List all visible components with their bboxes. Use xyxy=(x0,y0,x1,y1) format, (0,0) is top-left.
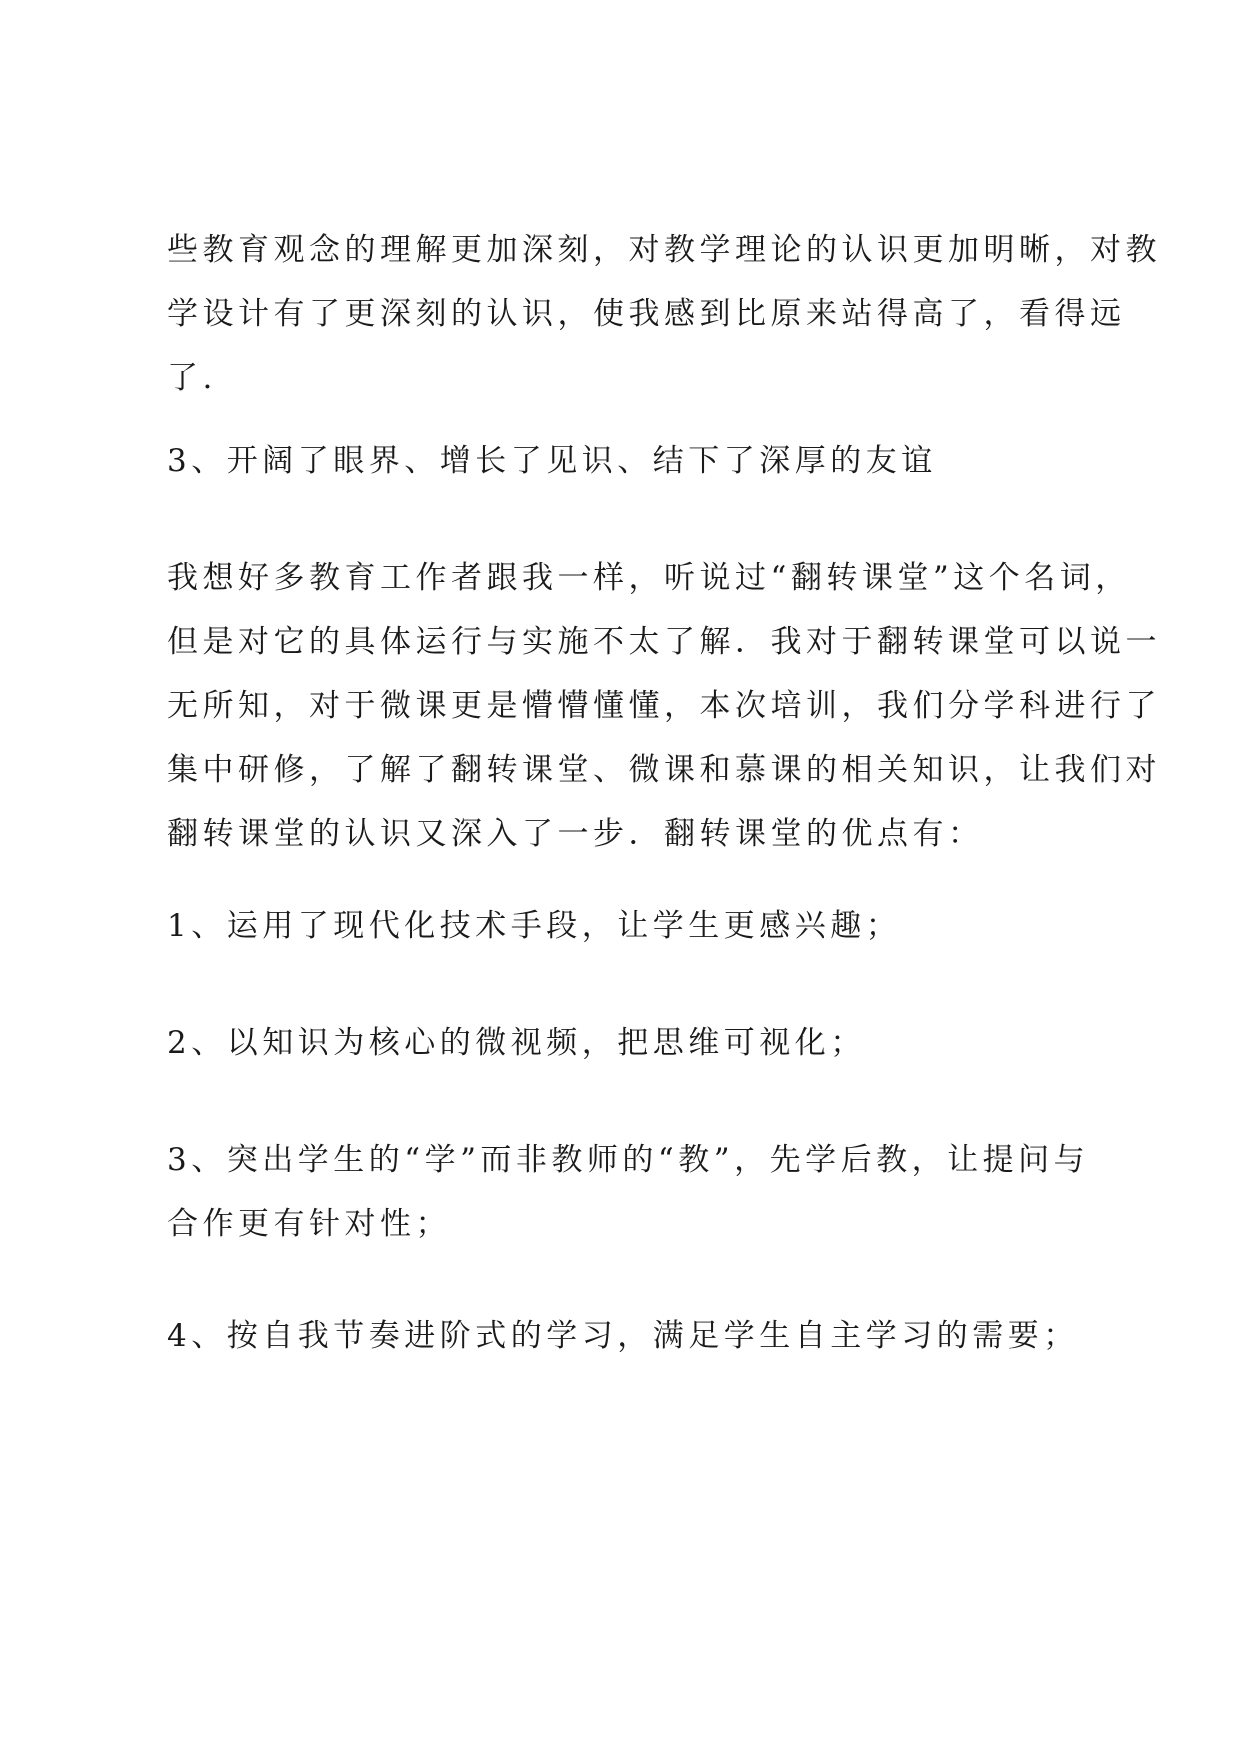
text-line: 翻转课堂的认识又深入了一步．翻转课堂的优点有： xyxy=(167,816,984,852)
text-line: 合作更有针对性； xyxy=(167,1206,451,1242)
text-line: 些教育观念的理解更加深刻，对教学理论的认识更加明晰，对教 xyxy=(167,232,1161,268)
text-line: 学设计有了更深刻的认识，使我感到比原来站得高了，看得远 xyxy=(167,296,1126,332)
list-item-advantage-1 xyxy=(167,894,1097,958)
text-line: 无所知，对于微课更是懵懵懂懂，本次培训，我们分学科进行了 xyxy=(167,688,1161,724)
text-line: 3、开阔了眼界、增长了见识、结下了深厚的友谊 xyxy=(167,443,937,479)
text-line: 2、以知识为核心的微视频，把思维可视化； xyxy=(167,1025,866,1061)
text-line: 了. xyxy=(167,360,217,396)
text-line: 4、按自我节奏进阶式的学习，满足学生自主学习的需要； xyxy=(167,1318,1079,1354)
list-item-advantage-2 xyxy=(167,1011,1097,1075)
list-item-advantage-3 xyxy=(167,1128,1097,1256)
text-line: 我想好多教育工作者跟我一样，听说过“翻转课堂”这个名词， xyxy=(167,560,1131,596)
section-heading-broadened-horizons xyxy=(167,429,1097,493)
paragraph-flipped-classroom xyxy=(167,546,1161,866)
text-line: 3、突出学生的“学”而非教师的“教”，先学后教，让提问与 xyxy=(167,1142,1090,1178)
paragraph-education-concepts xyxy=(167,218,1161,410)
text-line: 1、运用了现代化技术手段，让学生更感兴趣； xyxy=(167,908,902,944)
text-line: 集中研修，了解了翻转课堂、微课和慕课的相关知识，让我们对 xyxy=(167,752,1161,788)
list-item-advantage-4 xyxy=(167,1304,1097,1368)
text-line: 但是对它的具体运行与实施不太了解．我对于翻转课堂可以说一 xyxy=(167,624,1161,660)
